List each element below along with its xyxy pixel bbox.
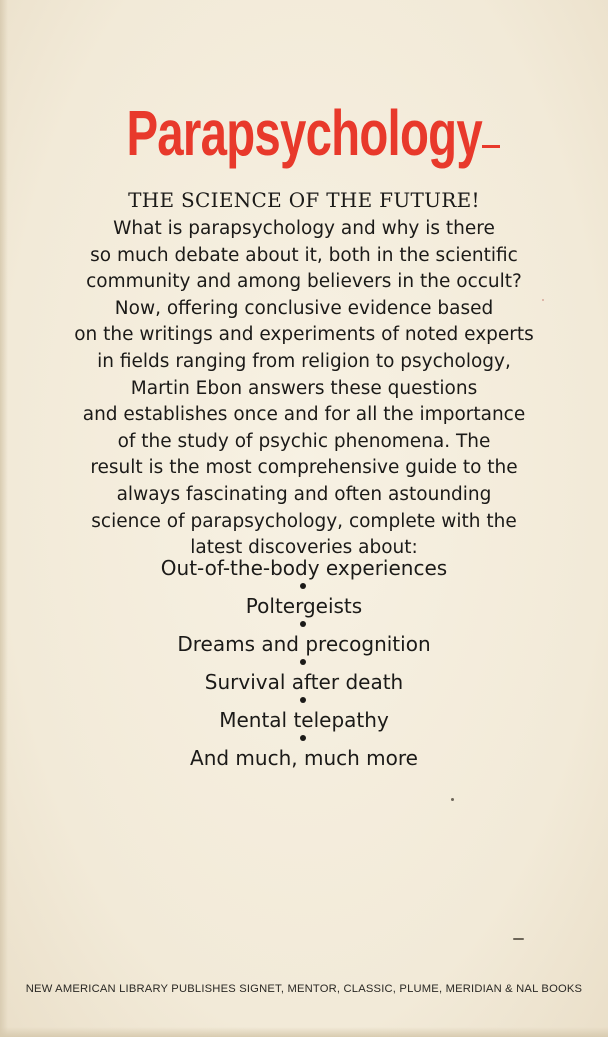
blurb-line: always fascinating and often astounding [116,483,492,505]
blurb-line: and establishes once and for all the importance [82,404,526,426]
cover-bottom-shadow [0,1027,608,1037]
blurb-line: in fields ranging from religion to psychology, [97,350,511,372]
feature-item: Mental telepathy [219,708,389,732]
feature-item: Dreams and precognition [177,632,431,656]
paper-speck [542,299,544,301]
feature-item: Out-of-the-body experiences [160,556,448,580]
bullet-icon [0,620,608,631]
blurb-line: What is parapsychology and why is there [113,218,495,239]
blurb-line: community and among believers in the occult? [86,271,522,293]
title-row [0,88,608,178]
blurb-line: result is the most comprehensive guide to the [90,457,518,479]
blurb-line: Now, offering conclusive evidence based [114,297,494,319]
bullet-icon [0,658,608,669]
blurb-line: Martin Ebon answers these questions [130,377,478,399]
bullet-icon [0,582,608,593]
publisher-line: NEW AMERICAN LIBRARY PUBLISHES SIGNET, MENTOR, CLASSIC, PLUME, MERIDIAN & NAL BOOKS [25,983,583,995]
cover-subtitle: THE SCIENCE OF THE FUTURE! [128,188,480,212]
blurb-line: of the study of psychic phenomena. The [117,430,491,452]
blurb-text [24,216,584,562]
feature-item: And much, much more [190,746,418,770]
bullet-icon [0,734,608,745]
blurb-line: so much debate about it, both in the scientific [90,244,518,266]
paper-speck [513,938,524,940]
feature-item: Poltergeists [245,594,363,618]
cover-title: Parapsychology [126,97,482,169]
feature-list [0,555,608,772]
blurb-line: on the writings and experiments of noted experts [74,324,534,346]
bullet-icon [0,696,608,707]
paper-speck [451,798,454,801]
blurb-line: science of parapsychology, complete with the [91,510,517,532]
title-dash [482,145,500,148]
blurb-line: latest discoveries about: [190,537,418,559]
feature-item: Survival after death [204,670,404,694]
